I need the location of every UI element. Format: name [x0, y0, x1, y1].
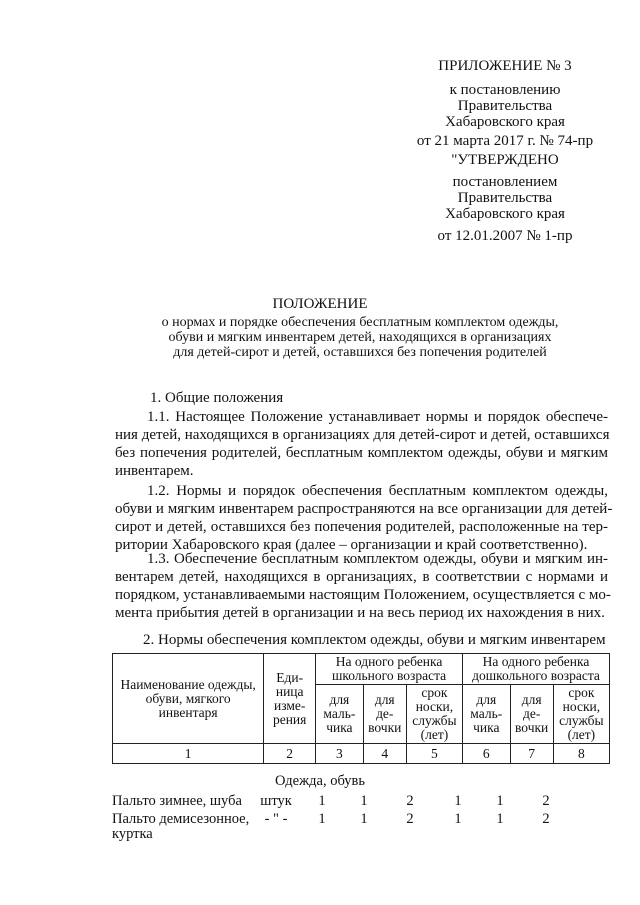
text-line: 1.1. Настоящее Положение устанавливает нормы и порядок обеспече- [147, 409, 608, 425]
appendix-line: Хабаровского края [445, 114, 565, 130]
appendix-date: от 21 марта 2017 г. № 74-пр [416, 133, 594, 149]
header-unit: Еди-ница изме-рения [264, 654, 316, 744]
item-unit: - " - [264, 811, 288, 827]
appendix-block [400, 58, 610, 149]
approved-line: Хабаровского края [445, 206, 565, 222]
header-term: срок носки, службы (лет) [553, 685, 609, 744]
text-line: 1.2. Нормы и порядок обеспечения бесплатным комплектом одежды, [147, 483, 608, 499]
item-value: 2 [542, 793, 550, 809]
text-line: вентарем детей, находящихся в организациях, в соответствии с нормами и [115, 569, 608, 585]
text-line: мента прибытия детей в организации и на весь период их нахождения в них. [115, 605, 605, 621]
header-preschool: На одного ребенка дошкольного возраста [463, 654, 610, 685]
header-name: Наименование одежды, обуви, мягкого инвентаря [113, 654, 264, 744]
appendix-line: к постановлению [449, 82, 561, 98]
approved-date: от 12.01.2007 № 1-пр [437, 228, 573, 244]
item-value: 1 [496, 811, 504, 827]
paragraph-1-2 [115, 482, 613, 554]
paragraph-1-1 [115, 408, 608, 480]
approved-line: постановлением [452, 174, 558, 190]
document-title: ПОЛОЖЕНИЕ [272, 296, 368, 312]
item-value: 1 [454, 811, 462, 827]
item-value: 1 [318, 811, 326, 827]
item-value: 2 [406, 793, 414, 809]
item-name: Пальто зимнее, шуба [112, 793, 242, 809]
text-line: обуви и мягким инвентарем распространяются на все организации для детей- [115, 501, 613, 517]
section-heading: 1. Общие положения [150, 390, 284, 406]
column-number: 8 [553, 744, 609, 764]
approved-line: Правительства [457, 190, 553, 206]
paragraph-1-3 [115, 550, 611, 622]
column-number: 4 [363, 744, 406, 764]
section-heading: 2. Нормы обеспечения комплектом одежды, обуви и мягким инвентарем [143, 632, 606, 648]
subtitle-line: обуви и мягким инвентарем детей, находящихся в организациях [168, 330, 552, 345]
subtitle-line: о нормах и порядке обеспечения бесплатным комплектом одежды, [161, 315, 559, 330]
text-line: сирот и детей, оставшихся без попечения родителей, расположенные на тер- [115, 519, 608, 535]
header-girl: для де-вочки [363, 685, 406, 744]
item-value: 2 [542, 811, 550, 827]
text-line: ния детей, находящихся в организациях для детей-сирот и детей, оставшихся [115, 427, 610, 443]
item-unit: штук [260, 793, 292, 809]
item-value: 2 [406, 811, 414, 827]
column-number: 6 [463, 744, 511, 764]
item-value: 1 [318, 793, 326, 809]
item-value: 1 [360, 793, 368, 809]
item-value: 1 [360, 811, 368, 827]
subtitle-line: для детей-сирот и детей, оставшихся без попечения родителей [173, 345, 547, 360]
column-number: 5 [406, 744, 462, 764]
header-term: срок носки, службы (лет) [406, 685, 462, 744]
column-number: 7 [510, 744, 553, 764]
text-line: инвентарем. [115, 463, 194, 479]
text-line: 1.3. Обеспечение бесплатным комплектом одежды, обуви и мягким ин- [147, 551, 608, 567]
header-girl: для де-вочки [510, 685, 553, 744]
appendix-line: Правительства [457, 98, 553, 114]
approved-stamp: "УТВЕРЖДЕНО [451, 152, 559, 168]
column-number: 3 [316, 744, 364, 764]
header-school: На одного ребенка школьного возраста [316, 654, 463, 685]
column-number: 1 [113, 744, 264, 764]
header-boy: для маль-чика [463, 685, 511, 744]
approved-block [400, 152, 610, 244]
norms-table [112, 653, 610, 764]
text-line: без попечения родителей, бесплатным комплектом одежды, обуви и мягким [115, 445, 608, 461]
category-heading: Одежда, обувь [275, 773, 365, 789]
header-boy: для маль-чика [316, 685, 364, 744]
text-line: порядком, устанавливаемыми настоящим Положением, осуществляется с мо- [115, 587, 611, 603]
appendix-number: ПРИЛОЖЕНИЕ № 3 [438, 58, 572, 74]
column-number: 2 [264, 744, 316, 764]
item-value: 1 [496, 793, 504, 809]
item-value: 1 [454, 793, 462, 809]
text-line: ритории Хабаровского края (далее – организации и край соответственно). [115, 537, 588, 553]
item-name: Пальто демисезонное, куртка [112, 811, 250, 842]
document-subtitle [130, 315, 590, 360]
